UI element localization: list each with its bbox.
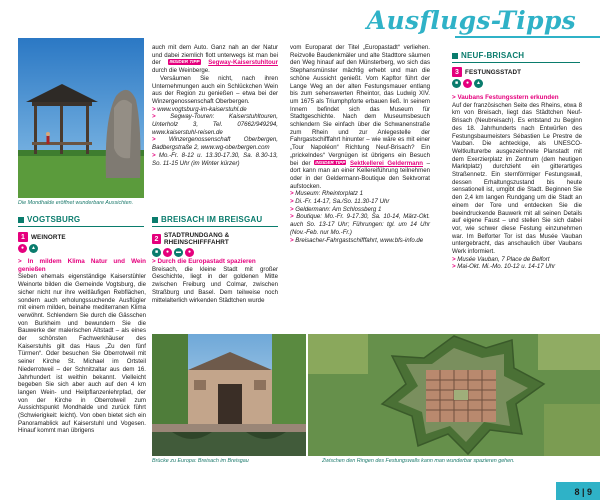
page-title: Ausflugs-Tipps: [366, 6, 576, 35]
bridge-gate-illustration: [152, 334, 306, 456]
entry-subtitle: FESTUNGSSTADT: [465, 68, 522, 76]
entry-number: 3: [452, 67, 462, 77]
section-square: [152, 217, 158, 223]
entry-header-3: [452, 67, 580, 88]
entry-icons: [452, 79, 580, 88]
column-2: auch mit dem Auto. Ganz nah an der Natur und dabei ziemlich flott unterwegs ist man bei der INSIDER TIPP Segway-Kaiserstuhltour durch die Weinberge. Versäumen Sie nicht, nach ihren Unternehmungen auch ein Schlückchen Wein aus der Region zu genießen – etwa bei der Winzergenossenschaft Oberbergen. > www.vogtsburg-im-kaiserstuhl.de > Segway-Touren: Kaiserstuhltouren, Unterholz 3, Tel. 07662/949294, www.kaiserstuhl-reisen.de > Winzergenossenschaft Oberbergen, Badbergstraße 2, www.wg-oberbergen.com > Mo.-Fr. 8-12 u. 13.30-17.30, Sa. 8.30-13, So. 11-15 Uhr (im Winter kürzer): [152, 44, 278, 167]
section-square: [18, 217, 24, 223]
section-head-vogtsburg: [18, 214, 80, 225]
entry-number: 1: [18, 232, 28, 242]
arrow-icon: >: [152, 258, 156, 265]
entry-icons: [18, 244, 146, 253]
info-line: > Musée Vauban, 7 Place de Belfort: [452, 255, 550, 263]
entry-header-1: [18, 232, 146, 253]
body-1: Sieben ehemals eigenständige Kaiserstühler Weinorte bilden die Gemeinde Vogtsburg, die sicher nicht nur ihre weitläufigen Rebflächen, sondern auch erholungssuchende Ausflügler mit einem milden, beinahe mediterranen Klima verwöhnt. Schlendern Sie durch die Gässchen von Burkheim und bewundern Sie die Bauwerke der malerischen Altstadt – als eines der schönsten Fachwerkhäuser des Kaiserstuhls gilt das Haus „Zu den fünf Türmen“. Oder besuchen Sie Oberrotweil mit seiner Kirche St. Michael im Ortsteil Niederrotweil – der Schnitzaltar aus dem 16. Jahrhundert ist weithin bekannt. Vielleicht begeben Sie sich aber auch auf den 4 km langen Wein- und Heilpflanzenlehrpfad, der von der Kirche in Oberrotweil zum Aussichtspunkt Mondhalde und zurück führt (Schwierigkeit: leicht). Von oben bietet sich ein Panoramablick auf Kaiserstuhl und Vogesen. Hinauf kommt man übrigens: [18, 273, 146, 435]
insider-tip-badge: INSIDER TIPP: [315, 159, 346, 165]
title-underline: [455, 36, 600, 38]
family-icon: ●: [163, 248, 172, 257]
fortress-aerial-illustration: [308, 334, 600, 456]
neufbrisach-aerial-photo: [308, 334, 600, 456]
section-head-neufbrisach: [452, 50, 524, 61]
info-line: > Di.-Fr. 14-17, Sa./So. 11.30-17 Uhr: [290, 198, 390, 206]
boat-icon: ▬: [176, 249, 181, 255]
walk-icon: ▲: [474, 79, 483, 88]
page-numbers: 8 | 9: [574, 487, 592, 497]
info-line: > Mo.-Fr. 8-12 u. 13.30-17.30, Sa. 8.30-13, So. 11-15 Uhr (im Winter kürzer): [152, 151, 278, 167]
teaser-2: > Durch die Europastadt spazieren: [152, 258, 256, 265]
teaser-1: > In mildem Klima Natur und Wein genießen: [18, 258, 147, 273]
info-line: > Museum: Rheintorplatz 1: [290, 190, 364, 198]
bridge-caption: Brücke zu Europa: Breisach im Breisgau: [152, 458, 249, 464]
info-line: > www.vogtsburg-im-kaiserstuhl.de: [152, 105, 247, 113]
section-square: [452, 53, 458, 59]
info-line: > Geldermann: Am Schlossberg 1: [290, 205, 382, 213]
insider-tip-badge: INSIDER TIPP: [169, 59, 200, 65]
section-rule: [18, 226, 144, 227]
section-label: VOGTSBURG: [27, 215, 81, 224]
column-2-bottom: [152, 258, 278, 304]
museum-icon: ■: [452, 79, 461, 88]
section-head-breisach: [152, 214, 262, 225]
grape-icon: ●: [185, 248, 194, 257]
mondhalde-illustration: [18, 38, 144, 198]
entry-icons: [152, 248, 282, 257]
teaser-3: > Vaubans Festungsstern erkunden: [452, 94, 559, 101]
mondhalde-photo: [18, 38, 144, 198]
insider-tip-name[interactable]: Sektkellerei Geldermann: [349, 159, 423, 167]
arrow-icon: >: [18, 258, 22, 265]
arrow-icon: >: [452, 94, 456, 101]
body-2: Breisach, die kleine Stadt mit großer Geschichte, liegt in der goldenen Mitte zwischen Freiburg und Colmar, zwischen Straßburg und Basel. Dem teilweise noch mittelalterlich wirkenden Städtchen wurde: [152, 265, 278, 304]
tree-icon: ▲: [29, 244, 38, 253]
entry-header-2: [152, 232, 282, 257]
info-line: > Winzergenossenschaft Oberbergen, Badbergstraße 2, www.wg-oberbergen.com: [152, 136, 278, 152]
entry-subtitle: STADTRUNDGANG & RHEINSCHIFFFAHRT: [163, 232, 230, 246]
section-label: NEUF-BRISACH: [461, 51, 525, 60]
family-icon: ●: [463, 79, 472, 88]
section-label: BREISACH IM BREISGAU: [161, 215, 263, 224]
info-line: > Boutique: Mo.-Fr. 9-17.30, Sa. 10-14, März-Okt. auch So. 13-17 Uhr; Führungen: tgl. um 14 Uhr (Nov.-Feb. nur Mo.-Fr.): [290, 213, 430, 236]
insider-tip-name[interactable]: Segway-Kaiserstuhltour: [208, 59, 278, 67]
column-4: [452, 94, 582, 271]
entry-number: 2: [152, 234, 161, 244]
info-line: > Mai-Okt. Mi.-Mo. 10-12 u. 14-17 Uhr: [452, 263, 556, 271]
mondhalde-caption: Die Mondhalde eröffnet wunderbare Aussichten.: [18, 200, 134, 206]
section-rule: [452, 62, 580, 63]
breisach-bridge-photo: [152, 334, 306, 456]
section-rule: [152, 226, 278, 227]
body-3: Auf der französischen Seite des Rheins, etwa 8 km von Breisach, liegt das Städtchen Neuf-Brisach (Neubreisach). Es entstand zu Beginn des 18. Jahrhunderts nach Entwürfen des Festungsbaumeisters Sébastien Le Prestre de Vauban. Die achteckige, als UNESCO-Weltkulturerbe ausgezeichnete Planstadt mit dem Exerzierplatz im Zentrum (dem heutigen Marktplatz) durchzieht ein gitterartiges Straßennetz. Ein sternförmiger Festungswall, dessen Erhaltungszustand bis heute sensationell ist, umgibt die Stadt. Beginnen Sie den 2,4 km langen Rundgang um die Stadt an einem der Tore und entdecken Sie die beeindruckende Bauwerk mit all seinen Details auf eigene Faust – und stellen Sie sich dabei vor, wie schwer diese Festung einzunehmen war. Im Belforter Tor ist das Musée Vauban untergebracht, das anschaulich über Vaubans Werk informiert.: [452, 101, 582, 256]
column-3: vom Europarat der Titel „Europastadt“ verliehen. Reizvolle Baudenkmäler und alte Stadttore säumen den Weg hinauf auf den Münsterberg, wo sich das Stephansmünster mächtig erhebt und man die schöne Aussicht genießt. Vom Kapftor führt der Lange Weg an der alten Festungsmauer entlang bis zum sehenswerten Rheintor, das Ludwig XIV. um 1675 als Triumphpforte erbauen ließ. In seinem Innern befindet sich das Museum für Stadtgeschichte. Nach dem Museumsbesuch schlendern Sie einfach über die Schwanenstraße zum Rhein und zur Anlegestelle der Fahrgastschifffahrt hinunter – wie wäre es mit einer „Tour Napoléon“ Richtung Neuf-Brisach? Ein „prickelndes“ Vergnügen ist übrigens ein Besuch bei der INSIDER TIPP Sektkellerei Geldermann – dort kann man an einer Kellereiführung teilnehmen oder in der Geldermann-Boutique den Sektvorrat aufstocken. > Museum: Rheintorplatz 1 > Di.-Fr. 14-17, Sa./So. 11.30-17 Uhr > Geldermann: Am Schlossberg 1 > Boutique: Mo.-Fr. 9-17.30, Sa. 10-14, März-Okt. auch So. 13-17 Uhr; Führungen: tgl. um 14 Uhr (Nov.-Feb. nur Mo.-Fr.) > Breisacher-Fahrgastschifffahrt, www.bfs-info.de: [290, 44, 431, 244]
grape-icon: ●: [18, 244, 27, 253]
column-1: [18, 258, 146, 435]
museum-icon: ■: [152, 248, 161, 257]
info-line: > Segway-Touren: Kaiserstuhltouren, Unterholz 3, Tel. 07662/949294, www.kaiserstuhl-reisen.de: [152, 113, 278, 136]
aerial-caption: Zwischen den Ringen des Festungswalls kann man wunderbar spazieren gehen.: [322, 458, 515, 464]
info-line: > Breisacher-Fahrgastschifffahrt, www.bfs-info.de: [290, 236, 424, 244]
entry-subtitle: WEINORTE: [31, 233, 66, 241]
